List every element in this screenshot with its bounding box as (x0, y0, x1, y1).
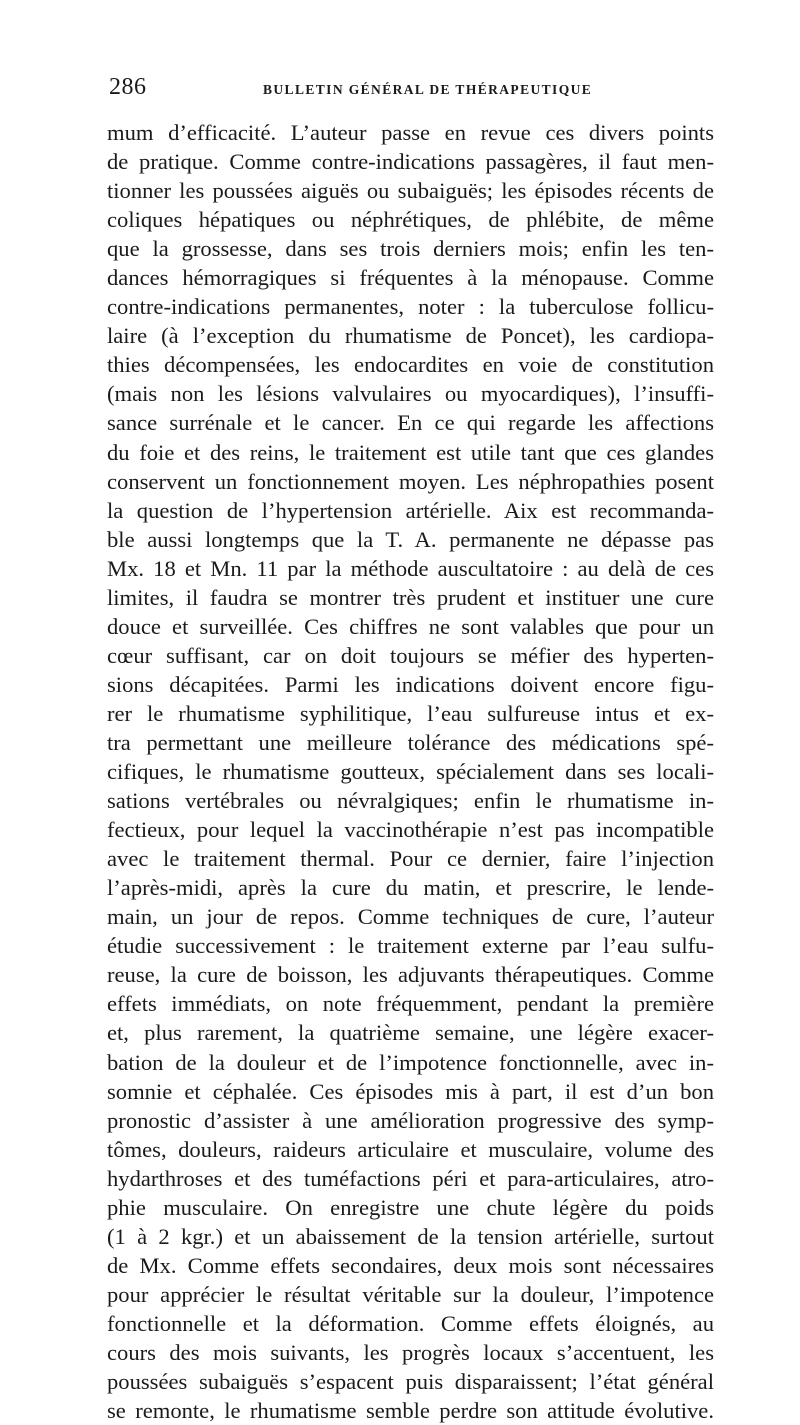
text-line: poussées subaiguës s’espacent puis disparaissent; l’état général (107, 1369, 714, 1395)
text-line: (1 à 2 kgr.) et un abaissement de la tension artérielle, surtout (107, 1223, 714, 1249)
text-line: hydarthroses et des tuméfactions péri et para-articulaires, atro- (107, 1165, 714, 1191)
text-line: se remonte, le rhumatisme semble perdre son attitude évolutive. (107, 1398, 714, 1424)
text-line: douce et surveillée. Ces chiffres ne sont valables que pour un (107, 613, 714, 639)
text-line: tômes, douleurs, raideurs articulaire et musculaire, volume des (107, 1136, 714, 1162)
text-line: thies décompensées, les endocardites en voie de constitution (107, 352, 714, 378)
text-line: somnie et céphalée. Ces épisodes mis à part, il est d’un bon (107, 1078, 714, 1104)
text-line: dances hémorragiques si fréquentes à la ménopause. Comme (107, 265, 714, 291)
text-line: cœur suffisant, car on doit toujours se méfier des hyperten- (107, 642, 714, 668)
text-line: coliques hépatiques ou néphrétiques, de phlébite, de même (107, 207, 714, 233)
text-line: Mx. 18 et Mn. 11 par la méthode auscultatoire : au delà de ces (107, 555, 714, 581)
text-line: fonctionnelle et la déformation. Comme effets éloignés, au (107, 1310, 714, 1336)
text-line: reuse, la cure de boisson, les adjuvants thérapeutiques. Comme (107, 962, 714, 988)
text-line: que la grossesse, dans ses trois derniers mois; enfin les ten- (107, 236, 714, 262)
text-line: laire (à l’exception du rhumatisme de Poncet), les cardiopa- (107, 323, 714, 349)
text-line: de pratique. Comme contre-indications passagères, il faut men- (107, 149, 714, 175)
text-line: phie musculaire. On enregistre une chute légère du poids (107, 1194, 714, 1220)
text-line: contre-indications permanentes, noter : la tuberculose follicu- (107, 294, 714, 320)
text-line: rer le rhumatisme syphilitique, l’eau sulfureuse intus et ex- (107, 700, 714, 726)
text-line: sions décapitées. Parmi les indications doivent encore figu- (107, 671, 714, 697)
body-text (107, 118, 714, 1425)
text-line: du foie et des reins, le traitement est utile tant que ces glandes (107, 439, 714, 465)
text-line: limites, il faudra se montrer très prudent et instituer une cure (107, 584, 714, 610)
text-line: ble aussi longtemps que la T. A. permanente ne dépasse pas (107, 526, 714, 552)
text-line: fectieux, pour lequel la vaccinothérapie n’est pas incompatible (107, 817, 714, 843)
journal-title: BULLETIN GÉNÉRAL DE THÉRAPEUTIQUE (263, 82, 593, 97)
running-head (107, 70, 714, 104)
text-line: tra permettant une meilleure tolérance des médications spé- (107, 729, 714, 755)
text-line: et, plus rarement, la quatrième semaine, une légère exacer- (107, 1020, 714, 1046)
text-line: la question de l’hypertension artérielle. Aix est recommanda- (107, 497, 714, 523)
page-number: 286 (109, 74, 147, 100)
text-line: cours des mois suivants, les progrès locaux s’accentuent, les (107, 1339, 714, 1365)
text-line: de Mx. Comme effets secondaires, deux mois sont nécessaires (107, 1252, 714, 1278)
text-line: (mais non les lésions valvulaires ou myocardiques), l’insuffi- (107, 381, 714, 407)
text-line: effets immédiats, on note fréquemment, pendant la première (107, 991, 714, 1017)
text-line: étudie successivement : le traitement externe par l’eau sulfu- (107, 933, 714, 959)
text-line: pour apprécier le résultat véritable sur la douleur, l’impotence (107, 1281, 714, 1307)
text-line: l’après-midi, après la cure du matin, et prescrire, le lende- (107, 875, 714, 901)
text-line: tionner les poussées aiguës ou subaiguës; les épisodes récents de (107, 178, 714, 204)
document-page (107, 70, 714, 1425)
text-line: conservent un fonctionnement moyen. Les néphropathies posent (107, 468, 714, 494)
text-line: pronostic d’assister à une amélioration progressive des symp- (107, 1107, 714, 1133)
text-line: sance surrénale et le cancer. En ce qui regarde les affections (107, 410, 714, 436)
text-line: main, un jour de repos. Comme techniques de cure, l’auteur (107, 904, 714, 930)
text-line: bation de la douleur et de l’impotence fonctionnelle, avec in- (107, 1049, 714, 1075)
text-line: cifiques, le rhumatisme goutteux, spécialement dans ses locali- (107, 759, 714, 785)
text-line: sations vertébrales ou névralgiques; enfin le rhumatisme in- (107, 788, 714, 814)
text-line: mum d’efficacité. L’auteur passe en revue ces divers points (107, 120, 714, 145)
text-line: avec le traitement thermal. Pour ce dernier, faire l’injection (107, 846, 714, 872)
